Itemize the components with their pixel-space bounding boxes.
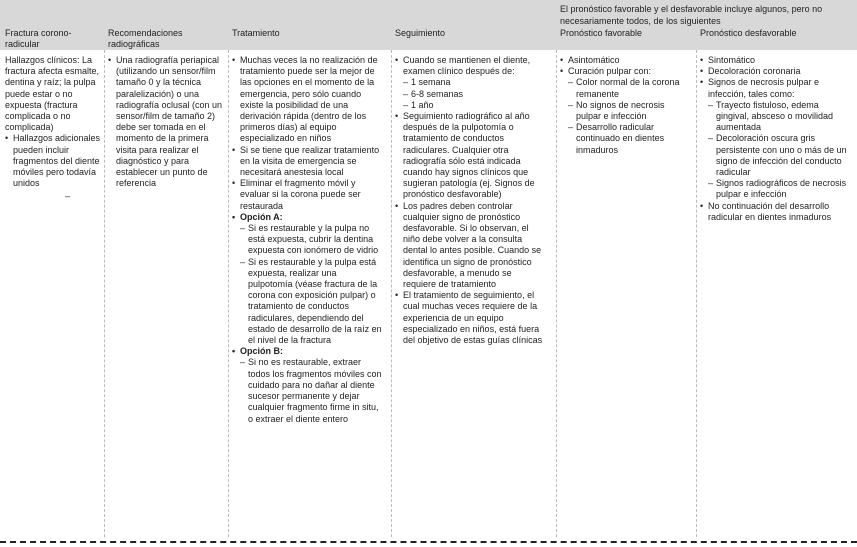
column-divider: [556, 50, 557, 537]
unfavorable-item: • Signos de necrosis pulpar e infección, tales como:: [700, 77, 850, 99]
followup-interval: – 6-8 semanas: [395, 89, 547, 100]
clinical-findings: Hallazgos clínicos: La fractura afecta esmalte, dentina y raíz; la pulpa puede estar o no expuesta (fractura complicada o no complicada): [5, 55, 100, 133]
unfavorable-item: • No continuación del desarrollo radicular en dientes inmaduros: [700, 201, 850, 223]
column-divider: [696, 50, 697, 537]
followup-item: • Cuando se mantienen el diente, examen clínico después de:: [395, 55, 547, 77]
unfavorable-subitem: – Trayecto fistuloso, edema gingival, absceso o movilidad aumentada: [700, 100, 850, 134]
unfavorable-column: [700, 55, 850, 223]
header-unfavorable: Pronóstico desfavorable: [700, 28, 797, 38]
radiographic-column: [108, 55, 224, 189]
unfavorable-subitem: – Signos radiográficos de necrosis pulpar e infección: [700, 178, 850, 200]
unfavorable-item: • Sintomático: [700, 55, 850, 66]
followup-interval: – 1 año: [395, 100, 547, 111]
treatment-item: • Muchas veces la no realización de tratamiento puede ser la mejor de las opciones en el momento de la emergencia, pero sólo cuando existe la posibilidad de una derivación rápida (dentro de los primeros días) al equipo especializado en niños: [232, 55, 382, 145]
followup-item: • Los padres deben controlar cualquier signo de pronóstico desfavorable. Si lo observan, el niño debe volver a la consulta dental lo antes posible. Cuando se identifica un signo de pronóstico desfavorable, a menudo se requiere de tratamiento: [395, 201, 547, 291]
header-radiographic: Recomendaciones radiográficas: [108, 28, 183, 49]
header-favorable: Pronóstico favorable: [560, 28, 643, 38]
additional-findings: • Hallazgos adicionales pueden incluir fragmentos del diente móviles pero todavía unidos: [5, 133, 101, 189]
treatment-column: [232, 55, 382, 425]
prognosis-note: El pronóstico favorable y el desfavorable incluye algunos, pero no necesariamente todos, de los siguientes: [560, 4, 823, 26]
favorable-subitem: – Desarrollo radicular continuado en dientes inmaduros: [560, 122, 692, 156]
page-cut-line: [0, 541, 857, 543]
option-a-item: – Si es restaurable y la pulpa está expuesta, realizar una pulpotomía (véase fractura de la corona con exposición pulpar) o tratamiento de conductos radiculares, dependiendo del estado de desarrollo de la raíz en el nivel de la fractura: [232, 257, 382, 347]
option-b-item: – Si no es restaurable, extraer todos los fragmentos móviles con cuidado para no dañar al diente sucesor permanente y dejar cualquier fragmento firme in situ, o extraer el diente entero: [232, 357, 382, 424]
column-divider: [104, 50, 105, 537]
followup-item: • Seguimiento radiográfico al año después de la pulpotomía o tratamiento de conductos radiculares. Cualquier otra radiografía sólo está indicada cuando hay signos clínicos que sugieran patología (ej. Signos de pronóstico desfavorable): [395, 111, 547, 201]
unfavorable-item: • Decoloración coronaria: [700, 66, 850, 77]
favorable-item: • Asintomático: [560, 55, 692, 66]
favorable-column: [560, 55, 692, 156]
unfavorable-subitem: – Decoloración oscura gris persistente con uno o más de un signo de infección del conducto radicular: [700, 133, 850, 178]
favorable-subitem: – Color normal de la corona remanente: [560, 77, 692, 99]
fracture-column: [5, 55, 101, 203]
followup-column: [395, 55, 547, 346]
header-followup: Seguimiento: [395, 28, 446, 38]
dash-mark: –: [65, 191, 71, 202]
option-b-label: • Opción B:: [232, 346, 382, 357]
treatment-item: • Si se tiene que realizar tratamiento en la visita de emergencia se necesitará anestesia local: [232, 145, 382, 179]
header-fracture: Fractura corono-radicular: [5, 28, 72, 49]
column-divider: [391, 50, 392, 537]
radiograph-recommendation: • Una radiografía periapical (utilizando un sensor/film tamaño 0 y la técnica paralelización) o una radiografía oclusal (con un sensor/film de tamaño 2) debe ser tomada en el momento de la primera visita para realizar el diagnóstico y para establecer un punto de referencia: [108, 55, 224, 189]
table-header: [0, 0, 857, 50]
header-treatment: Tratamiento: [232, 28, 280, 38]
followup-item: • El tratamiento de seguimiento, el cual muchas veces requiere de la experiencia de un equipo especializado en niños, está fuera del objetivo de estas guías clínicas: [395, 290, 547, 346]
treatment-item: • Eliminar el fragmento móvil y evaluar si la corona puede ser restaurada: [232, 178, 382, 212]
option-a-item: – Si es restaurable y la pulpa no está expuesta, cubrir la dentina expuesta con ionómero de vidrio: [232, 223, 382, 257]
option-a-label: • Opción A:: [232, 212, 382, 223]
followup-interval: – 1 semana: [395, 77, 547, 88]
favorable-subitem: – No signos de necrosis pulpar e infección: [560, 100, 692, 122]
favorable-item: • Curación pulpar con:: [560, 66, 692, 77]
column-divider: [228, 50, 229, 537]
